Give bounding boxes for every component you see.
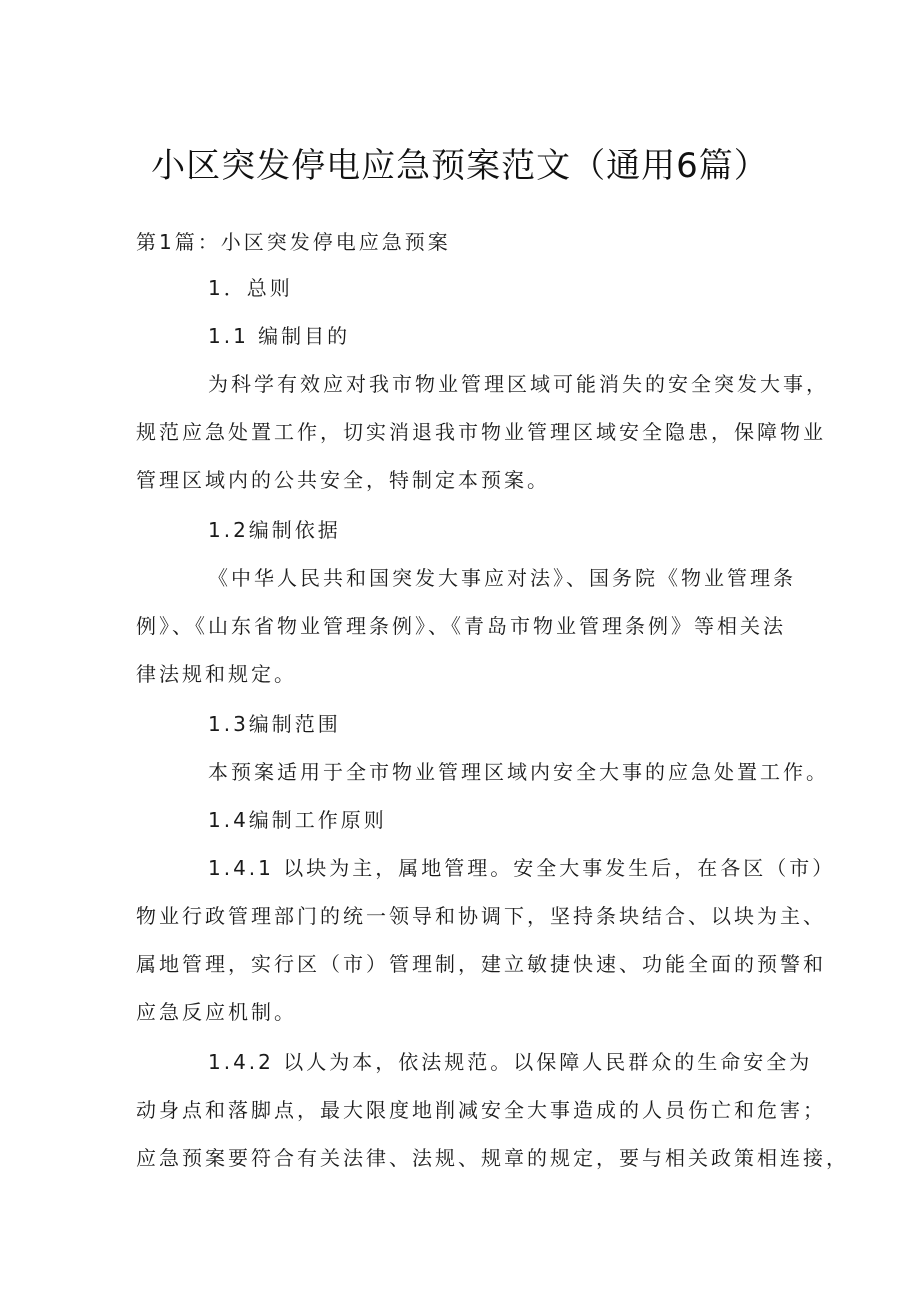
paragraph-line: 律法规和规定。 [136,662,297,686]
paragraph-line: 规范应急处置工作，切实消退我市物业管理区域安全隐患，保障物业 [136,420,826,444]
subsection-heading: 1.4编制工作原则 [208,808,387,832]
paragraph-line: 动身点和落脚点，最大限度地削减安全大事造成的人员伤亡和危害； [136,1098,826,1122]
paragraph-line: 管理区域内的公共安全，特制定本预案。 [136,468,550,492]
paragraph-line: 应急预案要符合有关法律、法规、规章的规定，要与相关政策相连接， [136,1146,849,1170]
subsection-heading: 1.2编制依据 [208,518,341,542]
paragraph-line: 应急反应机制。 [136,1000,297,1024]
paragraph-line: 物业行政管理部门的统一领导和协调下，坚持条块结合、以块为主、 [136,904,826,928]
paragraph-line: 属地管理，实行区（市）管理制，建立敏捷快速、功能全面的预警和 [136,952,826,976]
paragraph-line: 1.4.1 以块为主，属地管理。安全大事发生后，在各区（市） [208,856,836,880]
section-heading: 第1篇：小区突发停电应急预案 [136,230,451,254]
subsection-heading: 1.1 编制目的 [208,324,351,348]
chapter-heading: 1．总则 [208,276,293,300]
document-title: 小区突发停电应急预案范文（通用6篇） [151,146,769,186]
paragraph-line: 《中华人民共和国突发大事应对法》、国务院《物业管理条 [208,566,796,590]
paragraph-line: 为科学有效应对我市物业管理区域可能消失的安全突发大事， [208,372,829,396]
paragraph-line: 本预案适用于全市物业管理区域内安全大事的应急处置工作。 [208,760,829,784]
paragraph-line: 例》、《山东省物业管理条例》、《青岛市物业管理条例》等相关法 [136,614,786,638]
paragraph-line: 1.4.2 以人为本，依法规范。以保障人民群众的生命安全为 [208,1050,813,1074]
subsection-heading: 1.3编制范围 [208,712,341,736]
